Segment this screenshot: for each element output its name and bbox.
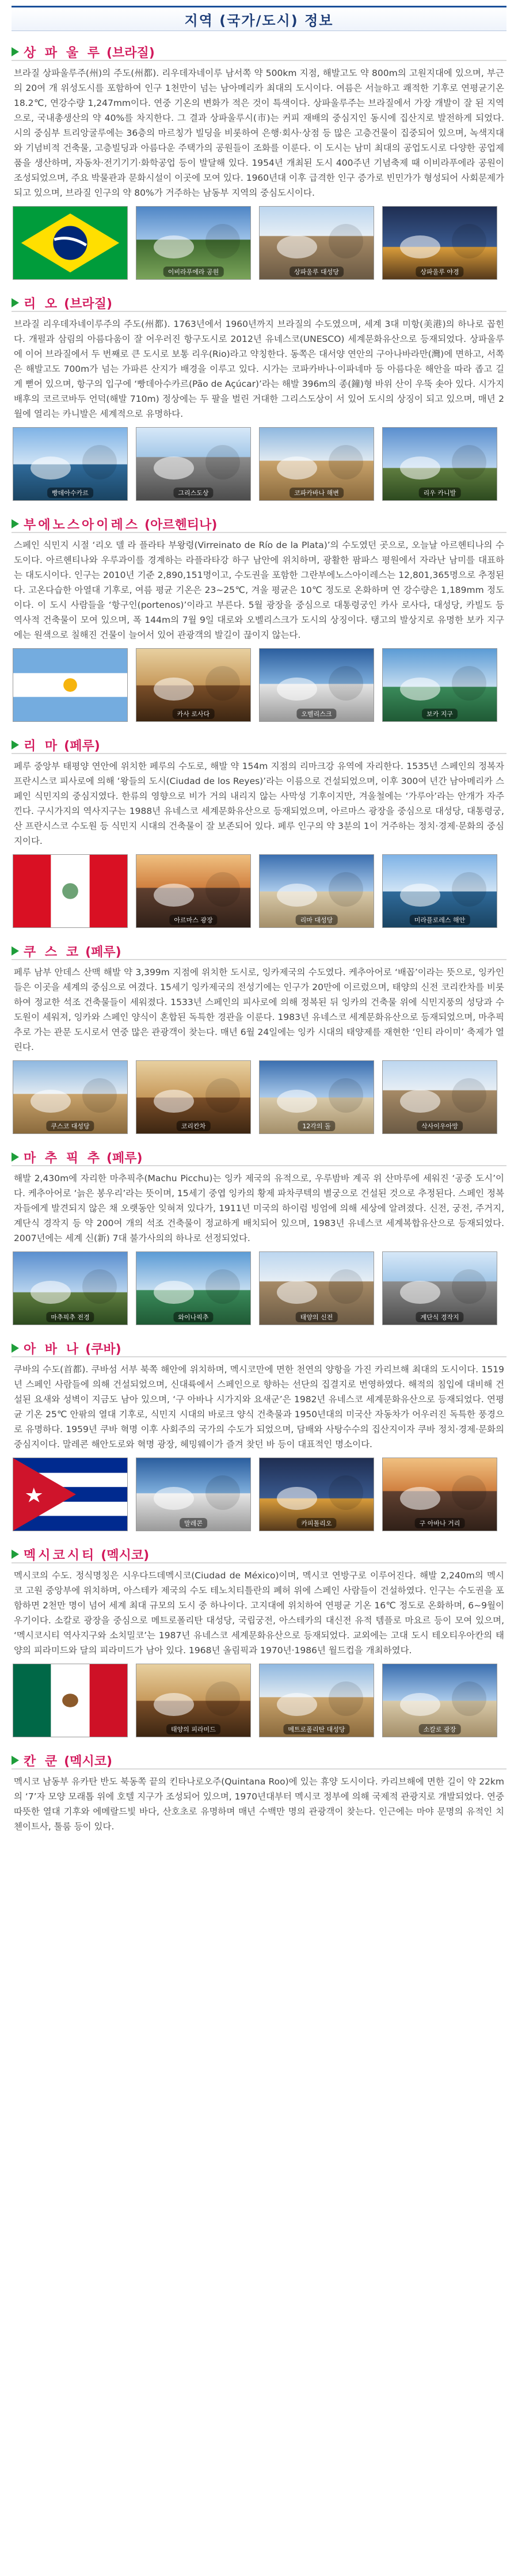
flag-peru-image — [13, 854, 128, 928]
section-heading — [12, 1546, 506, 1563]
photo-caption: 메트로폴리탄 대성당 — [283, 1724, 349, 1734]
photo-caption: 상파울루 야경 — [416, 267, 463, 277]
photo — [259, 206, 374, 280]
section-2 — [12, 516, 506, 722]
photo-row — [12, 206, 506, 280]
arrow-right-icon — [12, 1152, 19, 1162]
photo-detail — [154, 1487, 194, 1510]
photo-caption: 오벨리스크 — [296, 709, 336, 719]
photo-detail — [205, 1269, 240, 1304]
photo-detail — [452, 1475, 486, 1510]
section-name: 부에노스아이레스 — [24, 518, 140, 532]
photo — [136, 1251, 251, 1325]
section-body: 브라질 리우데자네이루주의 주도(州都). 1763년에서 1960년까지 브라질의 수도였으며, 세계 3대 미항(美港)의 하나로 꼽힌다. 개펄과 삼림의 아름다움이 잘 어우러진 항구도시로 2012년 유네스코(UNESCO) 세계문화유산으로 등재되었다. 상파울루에 이어 브라질에서 두 번째로 큰 도시로 보통 리우(Rio)라고 약칭한다. 동쪽은 대서양 연안의 구아나바라만(灣)에 면하고, 서쪽은 해발고도 700m가 넘는 가파른 산지가 배경을 이루고 있다. 시가는 코파카바나·이파네마 등 아름다운 해안을 따라 좁고 길게 뻗어 있으며, 항구의 입구에 ‘빵데아수카르(Pão de Açúcar)’라는 해발 396m의 종(鐘)형 바위 산이 우뚝 솟아 있다. 시가지 배후의 코르코바두 언덕(해발 710m) 정상에는 두 팔을 벌린 거대한 그리스도상이 서 있어 도시의 상징이 되고 있으며, 매년 2월에 열리는 카니발은 세계적으로 유명하다. — [14, 319, 504, 419]
photo — [136, 1664, 251, 1737]
photo-caption: 말레콘 — [180, 1518, 207, 1528]
photo-detail — [329, 1269, 363, 1304]
section-heading — [12, 1752, 506, 1770]
photo — [136, 1458, 251, 1531]
photo-detail — [400, 678, 440, 701]
photo-detail — [277, 678, 317, 701]
photo — [136, 427, 251, 501]
photo-detail — [329, 1078, 363, 1113]
photo-detail — [400, 1487, 440, 1510]
photo-detail — [205, 1475, 240, 1510]
photo-detail — [400, 1090, 440, 1113]
photo-detail — [205, 666, 240, 701]
photo-detail — [154, 884, 194, 907]
photo-detail — [154, 1693, 194, 1716]
photo-caption: 빵데아수카르 — [47, 488, 93, 498]
photo-detail — [205, 872, 240, 907]
section-heading — [12, 943, 506, 960]
photo-caption: 12각의 돌 — [298, 1121, 335, 1131]
photo-detail — [452, 666, 486, 701]
section-1 — [12, 295, 506, 501]
section-country: (멕시코) — [101, 1548, 150, 1563]
section-body: 페루 중앙부 태평양 연안에 위치한 페루의 수도로, 해발 약 154m 지점의 리마크강 유역에 자리한다. 1535년 스페인의 정복자 프란시스코 피사로에 의해 ‘왕들의 도시(Ciudad de los Reyes)’라는 이름으로 건설되었으며, 이후 300여 년간 남아메리카 스페인 식민지의 중심지였다. 한류의 영향으로 비가 거의 내리지 않는 사막성 기후이지만, 겨울철에는 ‘가루아’라는 안개가 자주 낀다. 구시가지의 역사지구는 1988년 유네스코 세계문화유산으로 등재되었으며, 아르마스 광장을 중심으로 대성당, 대통령궁, 산 프란시스코 수도원 등 식민지 시대의 건축물이 잘 보존되어 있다. 페루 인구의 약 3분의 1이 거주하는 정치·경제·문화의 중심지이다. — [14, 761, 504, 846]
section-body: 멕시코의 수도. 정식명칭은 시우다드데멕시코(Ciudad de México)이며, 멕시코 연방구로 이루어진다. 해발 2,240m의 멕시코 고원 중앙부에 위치하며, 아스테카 제국의 수도 테노치티틀란의 폐허 위에 스페인 사람들이 건설하였다. 인구는 수도권을 포함하면 2천만 명이 넘어 세계 최대 규모의 도시 중 하나이다. 고지대에 위치하여 연평균 기온 16℃ 정도로 온화하며, 6~9월이 우기이다. 소칼로 광장을 중심으로 메트로폴리탄 대성당, 국립궁전, 아스테카의 대신전 유적 템플로 마요르 등이 모여 있으며, ‘멕시코시티 역사지구와 소치밀코’는 1987년 유네스코 세계문화유산으로 등재되었다. 교외에는 고대 도시 테오티우아칸의 태양의 피라미드와 달의 피라미드가 남아 있다. 1968년 올림픽과 1970년·1986년 월드컵을 개최하였다. — [14, 1570, 504, 1656]
photo — [136, 648, 251, 722]
section-body: 브라질 상파울루주(州)의 주도(州都). 리우데자네이루 남서쪽 약 500km 지점, 해발고도 약 800m의 고원지대에 있으며, 부근의 20여 개 위성도시를 포함하여 인구 1천만이 넘는 남아메리카 최대의 도시이다. 여름은 서늘하고 쾌적한 기후로 연평균기온 18.2℃, 연강수량 1,247mm이다. 연중 기온의 변화가 적은 것이 특색이다. 상파울루주는 브라질에서 가장 개발이 잘 된 지역으로, 국내총생산의 약 40%를 차지한다. 그 결과 상파울루시(市)는 커피 재배의 중심지인 동시에 집산지로 발전하게 되었다. 시의 중심부 트리앙굴루에는 36층의 마르칭가 빌딩을 비롯하여 은행·회사·상점 등 많은 고층건물이 집중되어 있으며, 녹색지대와 기념비적 건축물, 고층빌딩과 아름다운 주택가의 공원들이 조화를 이룬다. 이 도시는 남미 최대의 공업도시로 다양한 공업제품을 생산하며, 자동차·전기기기·화학공업 등이 발달해 있다. 1954년 개최된 도시 400주년 기념축제 때 이비라푸에라 공원이 조성되었으며, 주요 박물관과 문화시설이 이곳에 모여 있다. 1960년대 이후 급격한 인구 증가로 빈민가가 형성되어 사회문제가 되고 있으며, 브라질 인구의 약 80%가 거주하는 남동부 지역의 중심도시이다. — [14, 68, 504, 198]
photo-detail — [205, 1681, 240, 1716]
flag-mexico-image — [13, 1664, 128, 1737]
photo-detail — [31, 456, 71, 480]
photo-detail — [277, 884, 317, 907]
section-country: (페루) — [64, 739, 100, 754]
photo-row — [12, 1251, 506, 1325]
photo-detail — [277, 1090, 317, 1113]
section-country: (멕시코) — [64, 1754, 113, 1769]
photo-row — [12, 1664, 506, 1737]
photo-detail — [154, 1281, 194, 1304]
arrow-right-icon — [12, 47, 19, 56]
photo — [259, 854, 374, 928]
photo-caption: 삭사이우아망 — [417, 1121, 463, 1131]
section-body: 멕시코 남동부 유카탄 반도 북동쪽 끝의 킨타나로오주(Quintana Roo)에 있는 휴양 도시이다. 카리브해에 면한 길이 약 22km의 ‘7’자 모양 모래톱 위에 호텔 지구가 조성되어 있으며, 1970년대부터 멕시코 정부에 의해 국제적 관광지로 개발되었다. 연중 따뜻한 열대 기후와 에메랄드빛 바다, 산호초로 유명하며 매년 수백만 명의 관광객이 찾는다. 인근에는 마야 문명의 유적인 치첸이트사, 툴룸 등이 있다. — [14, 1776, 504, 1832]
section-name: 멕시코시티 — [24, 1548, 97, 1563]
photo — [382, 1458, 497, 1531]
photo-caption: 보카 지구 — [422, 709, 458, 719]
photo-detail — [277, 1281, 317, 1304]
photo-detail — [400, 1281, 440, 1304]
photo — [13, 1060, 128, 1134]
photo-detail — [452, 1681, 486, 1716]
section-name: 칸 쿤 — [24, 1754, 60, 1769]
photo-detail — [205, 1078, 240, 1113]
section-country: (페루) — [106, 1151, 143, 1166]
photo-row — [12, 427, 506, 501]
section-body: 스페인 식민지 시절 ‘리오 델 라 플라타 부왕령(Virreinato de Río de la Plata)’의 수도였던 곳으로, 오늘날 아르헨티나의 수도이다. 아르헨티나와 우루과이를 경계하는 라플라타강 하구 남안에 위치하며, 광활한 팜파스 평원에서 자라난 남미를 대표하는 대도시이다. 인구는 2010년 기준 2,890,151명이고, 수도권을 포함한 그란부에노스아이레스는 12,801,365명으로 추정된다. 고온다습한 아열대 기후로, 여름 평균 기온은 23~25℃, 겨울 평균은 10℃ 정도로 온화하며 연 강수량은 1,189mm 정도이다. 이 도시 사람들을 ‘항구인(portenos)’이라고 부른다. 5월 광장을 중심으로 대통령궁인 카사 로사다, 대성당, 카빌도 등 역사적 건축물이 모여 있으며, 폭 144m의 7월 9일 대로와 오벨리스크가 도시의 상징이다. 탱고의 발상지로 유명한 보카 지구에는 원색으로 칠해진 건물이 늘어서 있어 관광객의 발길이 끊이지 않는다. — [14, 540, 504, 640]
photo-detail — [452, 224, 486, 258]
photo-caption: 계단식 경작지 — [416, 1312, 463, 1322]
section-3 — [12, 737, 506, 928]
photo-caption: 코리칸차 — [177, 1121, 211, 1131]
arrow-right-icon — [12, 298, 19, 307]
section-body: 페루 남부 안데스 산맥 해발 약 3,399m 지점에 위치한 도시로, 잉카제국의 수도였다. 케추아어로 ‘배꼽’이라는 뜻으로, 잉카인들은 이곳을 세계의 중심으로 여겼다. 15세기 잉카제국의 전성기에는 인구가 20만에 이르렀으며, 태양의 신전 코리칸차를 비롯하여 정교한 석조 건축물들이 세워졌다. 1533년 스페인의 피사로에 의해 정복된 뒤 잉카의 건축물 위에 식민지풍의 성당과 수도원이 세워져, 잉카와 스페인 양식이 혼합된 독특한 경관을 이룬다. 1983년 유네스코 세계문화유산으로 등재되었으며, 마추픽추로 가는 관문 도시로서 연중 많은 관광객이 찾는다. 매년 6월 24일에는 잉카 시대의 태양제를 재현한 ‘인티 라이미’ 축제가 열린다. — [14, 967, 504, 1052]
photo-caption: 와이나픽추 — [173, 1312, 213, 1322]
photo — [13, 1251, 128, 1325]
photo — [136, 854, 251, 928]
photo — [259, 1060, 374, 1134]
photo-caption: 코파카바나 해변 — [290, 488, 344, 498]
arrow-right-icon — [12, 1756, 19, 1765]
section-country: (페루) — [85, 945, 121, 960]
photo-caption: 이비라푸에라 공원 — [163, 267, 224, 277]
section-name: 쿠 스 코 — [24, 945, 81, 960]
photo-detail — [329, 1475, 363, 1510]
photo-detail — [277, 235, 317, 258]
section-heading — [12, 516, 506, 533]
photo — [259, 648, 374, 722]
photo-caption: 상파울루 대성당 — [290, 267, 344, 277]
section-6 — [12, 1340, 506, 1531]
photo-caption: 카사 로사다 — [173, 709, 215, 719]
photo — [382, 206, 497, 280]
photo-detail — [82, 445, 117, 480]
section-4 — [12, 943, 506, 1134]
photo-detail — [400, 884, 440, 907]
photo-detail — [31, 1090, 71, 1113]
photo-detail — [277, 1487, 317, 1510]
section-name: 마 추 픽 추 — [24, 1151, 102, 1166]
arrow-right-icon — [12, 1550, 19, 1559]
photo-caption: 그리스도상 — [173, 488, 213, 498]
photo-caption: 구 아바나 거리 — [415, 1518, 465, 1528]
photo-caption: 리우 카니발 — [419, 488, 461, 498]
photo-detail — [400, 456, 440, 480]
photo — [382, 427, 497, 501]
photo — [382, 854, 497, 928]
photo-caption: 태양의 신전 — [296, 1312, 338, 1322]
photo — [136, 1060, 251, 1134]
photo — [382, 1664, 497, 1737]
section-heading — [12, 295, 506, 312]
photo-detail — [82, 1269, 117, 1304]
sections-container — [12, 44, 506, 1834]
photo-caption: 아르마스 광장 — [169, 915, 217, 925]
photo-detail — [277, 1693, 317, 1716]
photo-caption: 소칼로 광장 — [419, 1724, 461, 1734]
section-body: 쿠바의 수도(首都). 쿠바섬 서부 북쪽 해안에 위치하며, 멕시코만에 면한 천연의 양항을 가진 카리브해 최대의 도시이다. 1519년 스페인 사람들에 의해 건설되었으며, 신대륙에서 스페인으로 향하는 선단의 집결지로 번영하였다. 해적의 침입에 대비해 건설된 요새와 성벽이 지금도 남아 있으며, ‘구 아바나 시가지와 요새군’은 1982년 유네스코 세계문화유산으로 등재되었다. 연평균 기온 25℃ 안팎의 열대 기후로, 식민지 시대의 바로크 양식 건축물과 1950년대의 미국산 자동차가 어우러진 독특한 풍경으로 유명하다. 1959년 쿠바 혁명 이후 사회주의 국가의 수도가 되었으며, 담배와 사탕수수의 집산지이자 쿠바 정치·경제·문화의 중심지이다. 말레콘 해안도로와 혁명 광장, 헤밍웨이가 즐겨 찾던 바 등이 대표적인 명소이다. — [14, 1364, 504, 1449]
photo-detail — [400, 1693, 440, 1716]
section-name: 아 바 나 — [24, 1342, 81, 1357]
photo — [259, 427, 374, 501]
photo-detail — [31, 1281, 71, 1304]
section-name: 리 마 — [24, 739, 60, 754]
photo-detail — [400, 235, 440, 258]
arrow-right-icon — [12, 740, 19, 749]
photo-caption: 미라플로레스 해안 — [410, 915, 470, 925]
section-7 — [12, 1546, 506, 1737]
photo-detail — [205, 445, 240, 480]
photo-caption: 리마 대성당 — [296, 915, 338, 925]
photo-detail — [154, 235, 194, 258]
photo-detail — [329, 224, 363, 258]
section-country: (브라질) — [64, 296, 113, 311]
photo-detail — [329, 445, 363, 480]
section-heading — [12, 44, 506, 61]
photo-caption: 쿠스코 대성당 — [46, 1121, 94, 1131]
flag-argentina-image — [13, 648, 128, 722]
section-heading — [12, 1149, 506, 1166]
photo-detail — [154, 678, 194, 701]
photo — [382, 648, 497, 722]
photo — [259, 1664, 374, 1737]
section-country: (아르헨티나) — [144, 518, 218, 532]
photo-detail — [452, 1269, 486, 1304]
photo-row — [12, 1458, 506, 1531]
photo-detail — [154, 456, 194, 480]
photo — [382, 1251, 497, 1325]
section-name: 상 파 울 루 — [24, 45, 102, 60]
section-8 — [12, 1752, 506, 1834]
flag-cuba-image — [13, 1458, 128, 1531]
photo-caption: 마추픽추 전경 — [46, 1312, 94, 1322]
section-body: 해발 2,430m에 자리한 마추픽추(Machu Picchu)는 잉카 제국의 유적으로, 우루밤바 계곡 위 산마루에 세워진 ‘공중 도시’이다. 케추아어로 ‘늙은 봉우리’라는 뜻이며, 15세기 중엽 잉카의 황제 파차쿠텍의 별궁으로 건설된 것으로 추정된다. 스페인 정복자들에게 발견되지 않은 채 오랫동안 잊혀져 있다가, 1911년 미국의 하이럼 빙엄에 의해 세상에 알려졌다. 신전, 궁전, 주거지, 계단식 경작지 등 약 200여 개의 석조 건축물이 정교하게 배치되어 있으며, 1983년 유네스코 세계복합유산으로 등재되었다. 2007년에는 세계 신(新) 7대 불가사의의 하나로 선정되었다. — [14, 1173, 504, 1243]
photo-row — [12, 854, 506, 928]
photo-caption: 태양의 피라미드 — [166, 1724, 220, 1734]
photo-row — [12, 648, 506, 722]
photo — [136, 206, 251, 280]
photo-detail — [277, 456, 317, 480]
photo-detail — [82, 1078, 117, 1113]
photo-detail — [452, 872, 486, 907]
photo-detail — [205, 224, 240, 258]
page-title: 지역 (국가/도시) 정보 — [12, 6, 506, 31]
photo-detail — [329, 872, 363, 907]
photo-detail — [329, 1681, 363, 1716]
section-5 — [12, 1149, 506, 1325]
section-heading — [12, 737, 506, 754]
photo — [259, 1251, 374, 1325]
section-0 — [12, 44, 506, 280]
photo-caption: 카피톨리오 — [296, 1518, 336, 1528]
photo-detail — [154, 1090, 194, 1113]
photo-detail — [452, 1078, 486, 1113]
flag-brazil-image — [13, 206, 128, 280]
section-country: (쿠바) — [85, 1342, 121, 1357]
photo — [13, 427, 128, 501]
arrow-right-icon — [12, 946, 19, 956]
photo-detail — [329, 666, 363, 701]
section-country: (브라질) — [106, 45, 155, 60]
photo — [259, 1458, 374, 1531]
section-heading — [12, 1340, 506, 1357]
photo-row — [12, 1060, 506, 1134]
photo — [382, 1060, 497, 1134]
section-name: 리 오 — [24, 296, 60, 311]
photo-detail — [452, 445, 486, 480]
arrow-right-icon — [12, 519, 19, 528]
arrow-right-icon — [12, 1344, 19, 1353]
